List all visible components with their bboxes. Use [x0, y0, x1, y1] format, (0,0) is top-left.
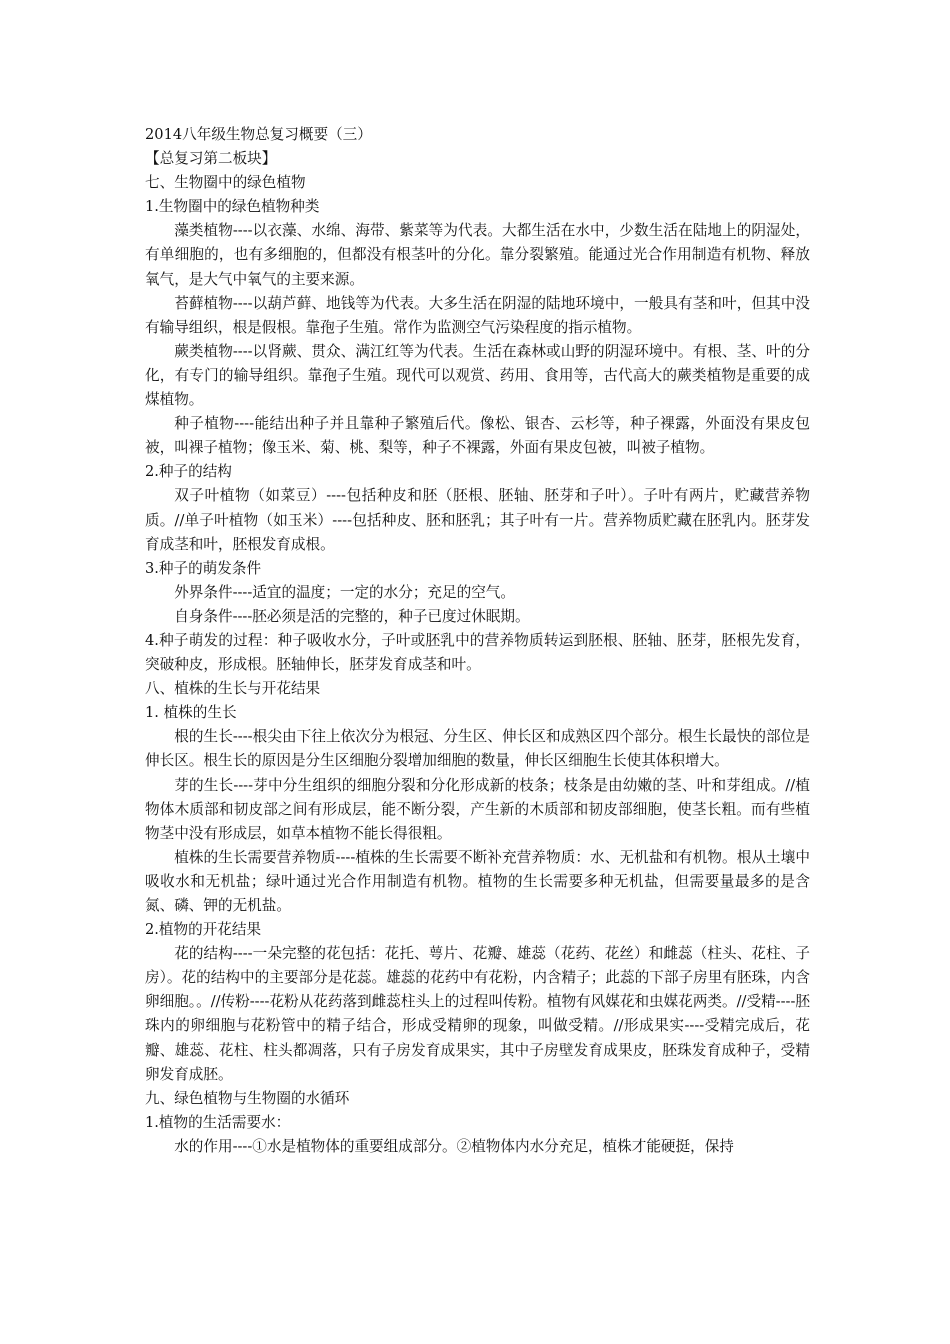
paragraph-flower-structure: 花的结构----一朵完整的花包括：花托、萼片、花瓣、雄蕊（花药、花丝）和雌蕊（柱头、花柱、子房）。花的结构中的主要部分是花蕊。雄蕊的花药中有花粉，内含精子；此蕊的下部子房里有胚珠，内含卵细胞。。//传粉----花粉从花药落到雌蕊柱头上的过程叫传粉。植物有风媒花和虫媒花两类。//受精----胚珠内的卵细胞与花粉管中的精子结合，形成受精卵的现象，叫做受精。//形成果实----受精完成后，花瓣、雄蕊、花柱、柱头都凋落，只有子房发育成果实，其中子房壁发育成果皮，胚珠发育成种子，受精卵发育成胚。 — [145, 945, 810, 1083]
subsection-heading: 1.植物的生活需要水： — [145, 1113, 291, 1131]
subsection-heading: 1. 植株的生长 — [145, 704, 237, 722]
subsection-heading: 2.植物的开花结果 — [145, 921, 262, 939]
paragraph-germination-process: 4.种子萌发的过程：种子吸收水分，子叶或胚乳中的营养物质转运到胚根、胚轴、胚芽，胚根先发育，突破种皮，形成根。胚轴伸长，胚芽发育成茎和叶。 — [145, 631, 810, 674]
paragraph-moss: 苔藓植物----以葫芦藓、地钱等为代表。大多生活在阴湿的陆地环境中，一般具有茎和叶，但其中没有输导组织，根是假根。靠孢子生殖。常作为监测空气污染程度的指示植物。 — [145, 294, 810, 336]
document-title: 2014八年级生物总复习概要（三） — [145, 126, 372, 143]
paragraph-nutrients: 植株的生长需要营养物质----植株的生长需要不断补充营养物质：水、无机盐和有机物。根从土壤中吸收水和无机盐；绿叶通过光合作用制造有机物。植物的生长需要多种无机盐，但需要量最多的是含氮、磷、钾的无机盐。 — [145, 848, 810, 914]
chapter-7-heading: 七、生物圈中的绿色植物 — [145, 174, 306, 192]
paragraph-algae: 藻类植物----以衣藻、水绵、海带、紫菜等为代表。大都生活在水中，少数生活在陆地上的阴湿处，有单细胞的，也有多细胞的，但都没有根茎叶的分化。靠分裂繁殖。能通过光合作用制造有机物、释放氧气，是大气中氧气的主要来源。 — [145, 222, 810, 288]
subsection-heading: 2.种子的结构 — [145, 463, 232, 481]
paragraph-internal-conditions: 自身条件----胚必须是活的完整的，种子已度过休眠期。 — [174, 607, 530, 625]
paragraph-seed-structure: 双子叶植物（如菜豆）----包括种皮和胚（胚根、胚轴、胚芽和子叶）。子叶有两片，贮藏营养物质。//单子叶植物（如玉米）----包括种皮、胚和胚乳；其子叶有一片。营养物质贮藏在胚乳内。胚芽发育成茎和叶，胚根发育成根。 — [145, 487, 810, 553]
paragraph-fern: 蕨类植物----以肾蕨、贯众、满江红等为代表。生活在森林或山野的阴湿环境中。有根、茎、叶的分化，有专门的输导组织。靠孢子生殖。现代可以观赏、药用、食用等，古代高大的蕨类植物是重要的成煤植物。 — [145, 342, 810, 409]
subsection-heading: 1.生物圈中的绿色植物种类 — [145, 198, 320, 216]
chapter-9-heading: 九、绿色植物与生物圈的水循环 — [145, 1089, 350, 1107]
paragraph-seed-plants: 种子植物----能结出种子并且靠种子繁殖后代。像松、银杏、云杉等，种子裸露，外面没有果皮包被，叫裸子植物；像玉米、菊、桃、梨等，种子不裸露，外面有果皮包被，叫被子植物。 — [145, 415, 810, 457]
paragraph-root-growth: 根的生长----根尖由下往上依次分为根冠、分生区、伸长区和成熟区四个部分。根生长最快的部位是伸长区。根生长的原因是分生区细胞分裂增加细胞的数量，伸长区细胞生长使其体积增大。 — [145, 728, 810, 770]
subsection-heading: 3.种子的萌发条件 — [145, 559, 262, 577]
paragraph-bud-growth: 芽的生长----芽中分生组织的细胞分裂和分化形成新的枝条；枝条是由幼嫩的茎、叶和芽组成。//植物体木质部和韧皮部之间有形成层，能不断分裂，产生新的木质部和韧皮部细胞，使茎长粗。而有些植物茎中没有形成层，如草本植物不能长得很粗。 — [145, 776, 810, 842]
chapter-8-heading: 八、植株的生长与开花结果 — [145, 680, 321, 698]
document-page — [145, 123, 810, 1159]
paragraph-external-conditions: 外界条件----适宜的温度；一定的水分；充足的空气。 — [174, 583, 515, 601]
paragraph-water-role: 水的作用----①水是植物体的重要组成部分。②植物体内水分充足，植株才能硬挺，保持 — [174, 1137, 734, 1155]
section-label: 【总复习第二板块】 — [145, 150, 277, 168]
